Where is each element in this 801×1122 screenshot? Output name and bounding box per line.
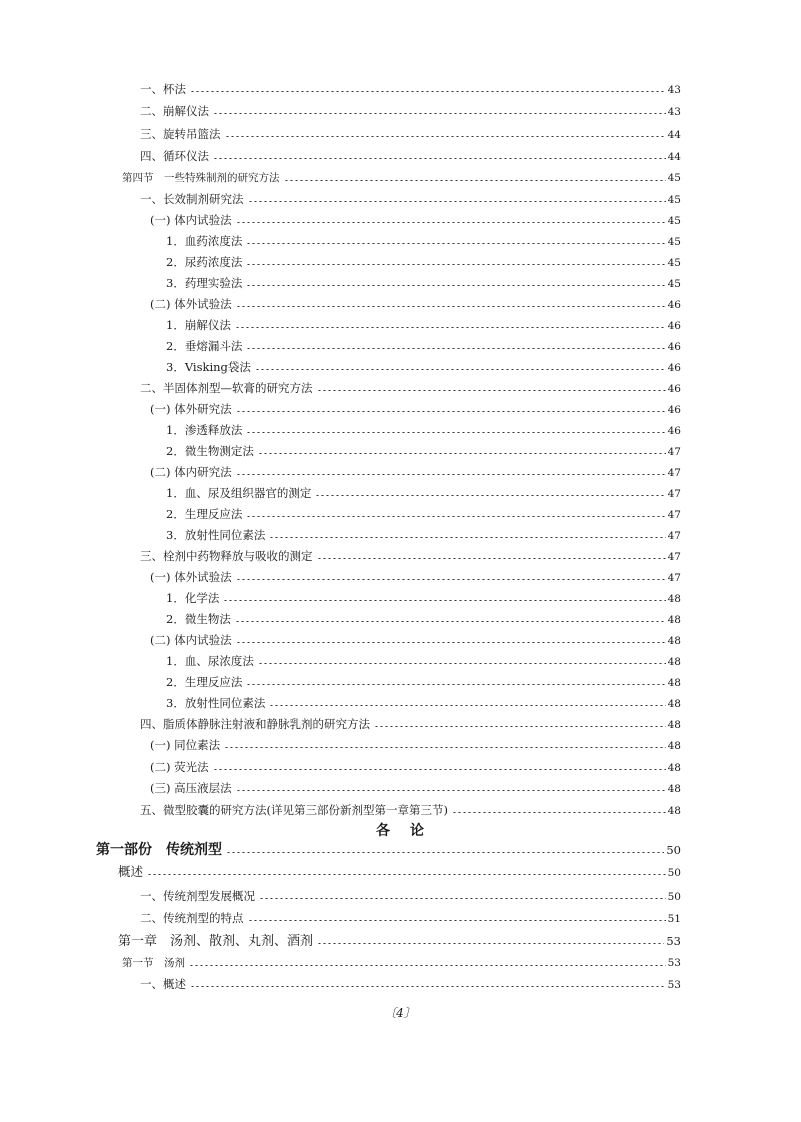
toc-entry-label: 三、旋转吊篮法 (140, 127, 221, 141)
dot-leader (190, 986, 666, 987)
toc-entry-page: 46 (667, 383, 681, 395)
toc-entry (166, 525, 681, 545)
toc-entry (140, 124, 681, 144)
toc-entry-page: 45 (667, 257, 681, 269)
toc-entry-page: 44 (667, 151, 681, 163)
toc-entry (118, 862, 681, 882)
toc-entry-page: 48 (667, 783, 681, 795)
dot-leader (223, 600, 665, 601)
toc-entry-page: 46 (667, 362, 681, 374)
dot-leader (236, 579, 666, 580)
dot-leader (315, 495, 665, 496)
toc-entry-page: 47 (667, 467, 681, 479)
toc-entry-label: 一、杯法 (140, 82, 186, 96)
dot-leader (258, 453, 666, 454)
toc-entry (140, 146, 681, 166)
dot-leader (248, 201, 666, 202)
toc-entry-label: 二、崩解仪法 (140, 104, 209, 118)
toc-entry (140, 800, 681, 820)
dot-leader (225, 136, 666, 137)
dot-leader (213, 158, 666, 159)
toc-entry-page: 44 (667, 129, 681, 141)
dot-leader (317, 943, 664, 944)
dot-leader (190, 91, 666, 92)
dot-leader (246, 516, 665, 517)
toc-entry (166, 651, 681, 671)
toc-entry (166, 273, 681, 293)
toc-entry-label: (二) 荧光法 (150, 760, 209, 774)
toc-entry-label: 二、传统剂型的特点 (140, 911, 244, 925)
toc-entry (150, 462, 681, 482)
dot-leader (317, 558, 666, 559)
toc-entry (166, 588, 681, 608)
toc-entry-page: 47 (667, 530, 681, 542)
toc-entry-label: 2．生理反应法 (166, 507, 243, 521)
toc-entry-page: 43 (667, 84, 681, 96)
dot-leader (246, 432, 665, 433)
toc-entry (166, 483, 681, 503)
dot-leader (236, 411, 666, 412)
toc-entry-label: 第四节 一些特殊制剂的研究方法 (122, 172, 280, 184)
dot-leader (374, 726, 666, 727)
toc-entry (166, 504, 681, 524)
toc-entry-label: (二) 体内试验法 (150, 633, 232, 647)
toc-entry-page: 48 (667, 740, 681, 752)
dot-leader (235, 621, 666, 622)
toc-entry-page: 48 (667, 762, 681, 774)
toc-entry-page: 46 (667, 299, 681, 311)
toc-entry-label: (三) 高压液层法 (150, 781, 232, 795)
dot-leader (236, 790, 666, 791)
toc-entry-label: (一) 体外试验法 (150, 570, 232, 584)
toc-entry (166, 420, 681, 440)
toc-entry-label: 二、半固体剂型—软膏的研究方法 (140, 381, 313, 395)
toc-entry (96, 840, 681, 860)
toc-entry-label: 2．垂熔漏斗法 (166, 339, 243, 353)
dot-leader (246, 243, 665, 244)
toc-entry-page: 50 (666, 843, 681, 857)
toc-entry (122, 168, 681, 188)
dot-leader (246, 264, 665, 265)
toc-entry-label: 四、循环仪法 (140, 149, 209, 163)
toc-entry-page: 48 (667, 593, 681, 605)
toc-entry (166, 672, 681, 692)
dot-leader (269, 537, 665, 538)
toc-entry (166, 231, 681, 251)
toc-entry-label: 一、概述 (140, 977, 186, 991)
toc-entry (150, 567, 681, 587)
toc-entry (140, 546, 681, 566)
toc-entry-page: 48 (667, 805, 681, 817)
toc-entry-page: 51 (667, 913, 681, 925)
toc-entry-label: 3．放射性同位素法 (166, 696, 266, 710)
dot-leader (284, 180, 666, 181)
toc-entry-label: 1．血、尿及组织器官的测定 (166, 486, 312, 500)
toc-entry (150, 778, 681, 798)
toc-entry-page: 46 (667, 341, 681, 353)
toc-entry (166, 609, 681, 629)
dot-leader (259, 898, 666, 899)
toc-entry (150, 399, 681, 419)
toc-entry (150, 735, 681, 755)
toc-entry-page: 50 (667, 867, 681, 879)
dot-leader (213, 769, 666, 770)
toc-entry-page: 50 (667, 891, 681, 903)
dot-leader (255, 369, 666, 370)
toc-entry-page: 45 (667, 215, 681, 227)
toc-entry-label: 3．Visking袋法 (166, 360, 251, 374)
dot-leader (452, 812, 666, 813)
toc-entry-label: 四、脂质体静脉注射液和静脉乳剂的研究方法 (140, 717, 370, 731)
toc-entry-page: 43 (667, 106, 681, 118)
page-number: 〔4〕 (384, 1006, 416, 1020)
toc-entry-page: 48 (667, 656, 681, 668)
toc-entry (140, 714, 681, 734)
toc-entry (140, 101, 681, 121)
dot-leader (246, 684, 665, 685)
toc-entry (140, 79, 681, 99)
toc-entry (150, 630, 681, 650)
toc-entry-page: 47 (667, 488, 681, 500)
toc-entry-page: 48 (667, 719, 681, 731)
dot-leader (213, 113, 666, 114)
dot-leader (236, 306, 666, 307)
toc-entry-label: (一) 同位素法 (150, 738, 221, 752)
toc-entry (140, 378, 681, 398)
toc-entry-label: (二) 体内研究法 (150, 465, 232, 479)
toc-entry-label: 第一章 汤剂、散剂、丸剂、酒剂 (118, 934, 314, 949)
dot-leader (147, 874, 666, 875)
toc-entry-page: 45 (667, 236, 681, 248)
toc-entry-label: 2．尿药浓度法 (166, 255, 243, 269)
toc-entry (118, 931, 681, 951)
toc-entry-page: 46 (667, 404, 681, 416)
toc-entry-page: 53 (667, 979, 681, 991)
toc-entry-page: 45 (667, 172, 681, 184)
toc-entry-label: 3．放射性同位素法 (166, 528, 266, 542)
toc-entry (166, 336, 681, 356)
dot-leader (258, 663, 666, 664)
toc-entry-label: 五、微型胶囊的研究方法(详见第三部份新剂型第一章第三节) (140, 803, 448, 817)
toc-entry-page: 48 (667, 698, 681, 710)
dot-leader (317, 390, 666, 391)
toc-entry-page: 46 (667, 320, 681, 332)
toc-entry-label: 3．药理实验法 (166, 276, 243, 290)
toc-entry-page: 47 (667, 572, 681, 584)
dot-leader (189, 965, 666, 966)
section-heading: 各论 (376, 823, 444, 839)
dot-leader (246, 285, 665, 286)
toc-entry-page: 45 (667, 278, 681, 290)
toc-entry (150, 294, 681, 314)
toc-entry (166, 441, 681, 461)
toc-entry-page: 53 (666, 934, 681, 948)
toc-entry (150, 757, 681, 777)
toc-entry-page: 46 (667, 425, 681, 437)
toc-entry-label: 概述 (118, 864, 144, 879)
dot-leader (226, 852, 664, 853)
dot-leader (246, 348, 665, 349)
toc-entry-page: 53 (667, 957, 681, 969)
toc-entry-label: 1．血、尿浓度法 (166, 654, 254, 668)
toc-entry-page: 47 (667, 509, 681, 521)
toc-entry (140, 908, 681, 928)
dot-leader (235, 327, 666, 328)
toc-entry (166, 315, 681, 335)
toc-entry-page: 48 (667, 635, 681, 647)
toc-entry-label: (一) 体内试验法 (150, 213, 232, 227)
toc-entry-label: 2．微生物法 (166, 612, 231, 626)
toc-entry (166, 693, 681, 713)
toc-entry-page: 45 (667, 194, 681, 206)
toc-entry-label: (一) 体外研究法 (150, 402, 232, 416)
dot-leader (224, 747, 665, 748)
toc-entry (140, 974, 681, 994)
dot-leader (236, 222, 666, 223)
toc-entry-page: 48 (667, 614, 681, 626)
toc-entry-label: 1．崩解仪法 (166, 318, 231, 332)
toc-entry-label: (二) 体外试验法 (150, 297, 232, 311)
toc-entry (166, 252, 681, 272)
toc-entry-label: 2．生理反应法 (166, 675, 243, 689)
toc-entry (166, 357, 681, 377)
toc-entry (150, 210, 681, 230)
toc-entry-page: 47 (667, 446, 681, 458)
dot-leader (236, 474, 666, 475)
toc-entry-label: 一、长效制剂研究法 (140, 192, 244, 206)
toc-entry-label: 1．渗透释放法 (166, 423, 243, 437)
toc-entry-page: 47 (667, 551, 681, 563)
dot-leader (236, 642, 666, 643)
toc-entry-label: 第一节 汤剂 (122, 957, 185, 969)
toc-entry-page: 48 (667, 677, 681, 689)
toc-entry-label: 三、栓剂中药物释放与吸收的测定 (140, 549, 313, 563)
toc-entry-label: 1．血药浓度法 (166, 234, 243, 248)
dot-leader (248, 920, 666, 921)
toc-entry (140, 189, 681, 209)
toc-entry-label: 1．化学法 (166, 591, 220, 605)
toc-entry-label: 一、传统剂型发展概况 (140, 889, 255, 903)
toc-entry-label: 第一部份 传统剂型 (96, 842, 222, 858)
toc-entry (140, 886, 681, 906)
toc-entry (122, 953, 681, 973)
dot-leader (269, 705, 665, 706)
toc-entry-label: 2．微生物测定法 (166, 444, 254, 458)
